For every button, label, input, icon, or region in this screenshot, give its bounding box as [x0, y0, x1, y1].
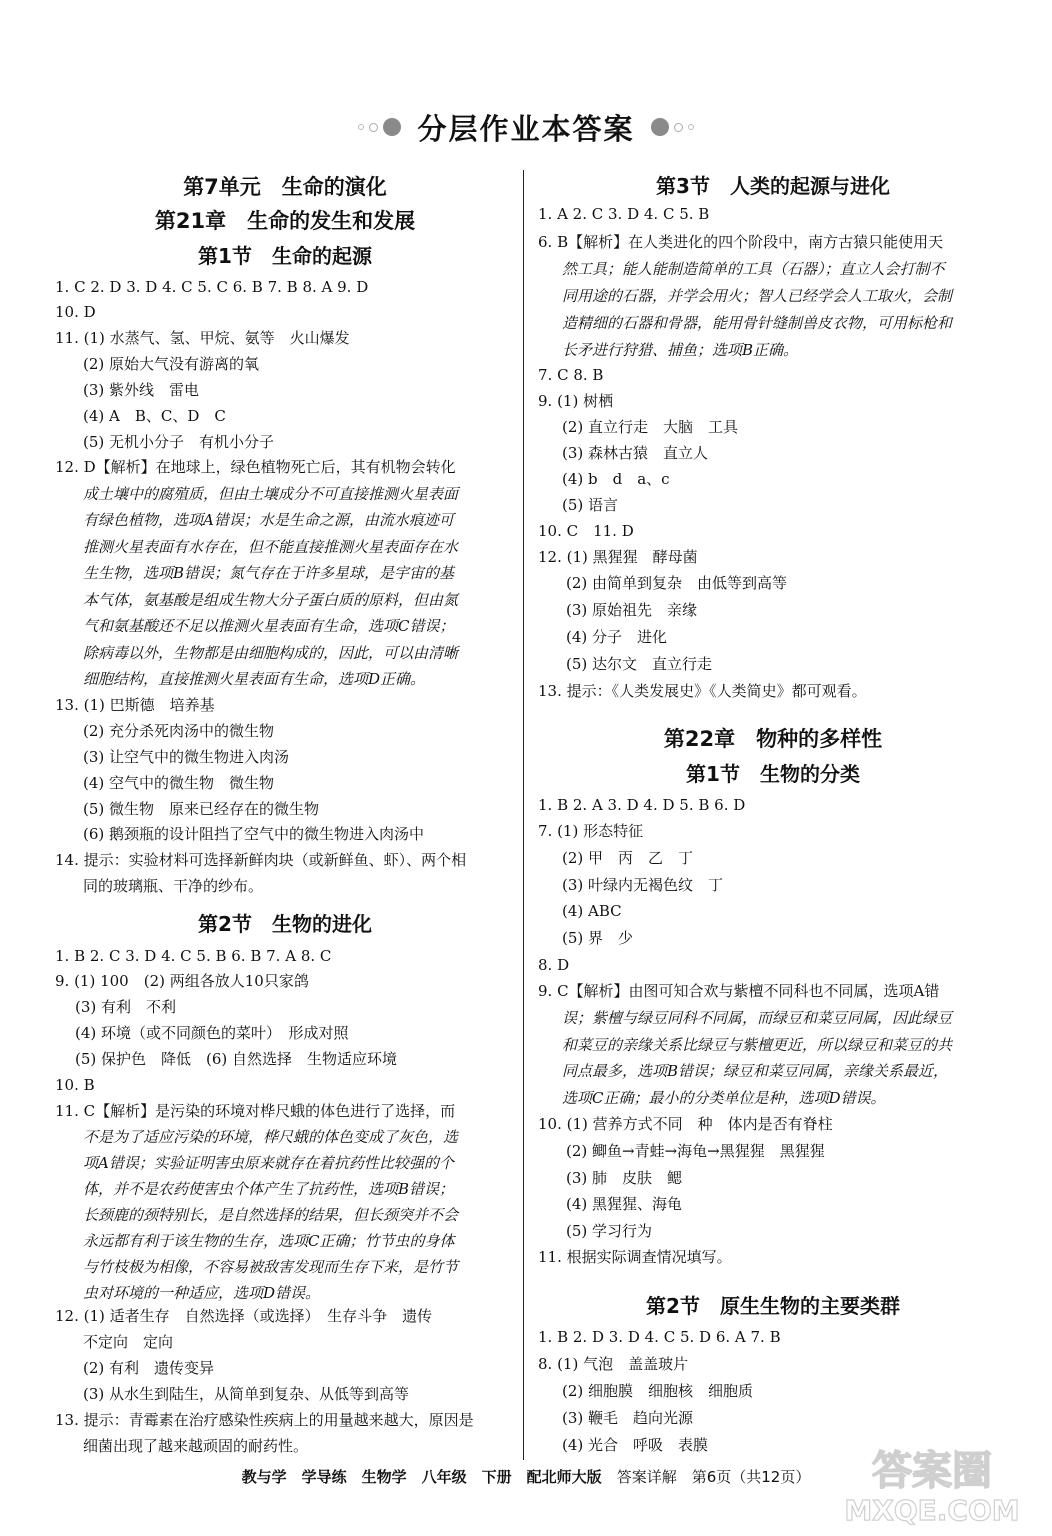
section-heading: 第21章 生命的发生和发展 [154, 209, 416, 233]
answer-line: 1. B 2. D 3. D 4. C 5. D 6. A 7. B [538, 1328, 781, 1346]
answer-line: (6) 鹅颈瓶的设计阻挡了空气中的微生物进入肉汤中 [83, 825, 425, 843]
answer-line: 不定向 定向 [83, 1333, 174, 1351]
answer-line: 长颈鹿的颈特别长，是自然选择的结果，但长颈突并不会 [83, 1206, 459, 1224]
answer-line: (2) 原始大气没有游离的氧 [83, 355, 260, 373]
section-heading: 第2节 生物的进化 [198, 912, 372, 936]
answer-line: 9. C【解析】由图可知合欢与紫檀不同科也不同属，选项A错 [538, 982, 940, 1000]
watermark-logo [832, 1440, 1032, 1528]
page-title [0, 104, 1052, 150]
column-divider [523, 170, 524, 1460]
answer-line: 13. 提示：《人类发展史》《人类简史》都可观看。 [538, 682, 867, 700]
answer-line: (4) ABC [562, 902, 622, 920]
answer-line: 11. C【解析】是污染的环境对桦尺蛾的体色进行了选择，而 [55, 1102, 456, 1120]
section-heading: 第2节 原生生物的主要类群 [646, 1294, 900, 1318]
answer-line: 10. (1) 营养方式不同 种 体内是否有脊柱 [538, 1115, 833, 1133]
answer-line: 9. (1) 100 (2) 两组各放人10只家鸽 [55, 972, 309, 990]
answer-line: 同点最多，选项B错误；绿豆和菜豆同属，亲缘关系最近， [562, 1062, 949, 1080]
section-heading: 第7单元 生命的演化 [183, 175, 387, 199]
answer-line: (3) 森林古猿 直立人 [562, 444, 709, 462]
answer-line: 项A错误；实验证明害虫原来就存在着抗药性比较强的个 [83, 1154, 454, 1172]
footer-page-info: 答案详解 第6页（共12页） [601, 1468, 811, 1486]
answer-line: (2) 有利 遗传变异 [83, 1359, 215, 1377]
answer-line: 成土壤中的腐殖质，但由土壤成分不可直接推测火星表面 [83, 485, 459, 503]
answer-line: 11. 根据实际调查情况填写。 [538, 1248, 732, 1266]
answer-line: (4) 空气中的微生物 微生物 [83, 774, 275, 792]
svg-text:答案圈: 答案圈 [872, 1448, 992, 1494]
answer-line: 6. B【解析】在人类进化的四个阶段中，南方古猿只能使用天 [538, 233, 944, 251]
answer-line: 生生物，选项B错误；氮气存在于许多星球，是宇宙的基 [83, 564, 455, 582]
answer-line: (5) 界 少 [562, 929, 634, 947]
answer-line: (3) 肺 皮肤 鳃 [566, 1169, 683, 1187]
title-decoration-left [358, 118, 401, 136]
answer-line: (2) 鲫鱼→青蛙→海龟→黑猩猩 黑猩猩 [566, 1142, 825, 1160]
answer-line: (3) 紫外线 雷电 [83, 381, 200, 399]
answer-line: (2) 细胞膜 细胞核 细胞质 [562, 1382, 754, 1400]
answer-line: (5) 保护色 降低 (6) 自然选择 生物适应环境 [75, 1050, 398, 1068]
section-heading: 第3节 人类的起源与进化 [656, 174, 890, 198]
answer-line: (3) 叶绿内无褐色纹 丁 [562, 876, 724, 894]
answer-line: (4) 环境（或不同颜色的菜叶） 形成对照 [75, 1024, 349, 1042]
answer-line: 虫对环境的一种适应，选项D错误。 [83, 1284, 321, 1302]
answer-line: 12. D【解析】在地球上，绿色植物死亡后，其有机物会转化 [55, 458, 456, 476]
section-heading: 第1节 生命的起源 [198, 244, 372, 268]
svg-text:MXQE.COM: MXQE.COM [844, 1494, 1020, 1527]
answer-line: 13. 提示：青霉素在治疗感染性疾病上的用量越来越大，原因是 [55, 1411, 474, 1429]
answer-line: 造精细的石器和骨器，能用骨针缝制兽皮衣物，可用标枪和 [562, 314, 953, 332]
answer-line: 误；紫檀与绿豆同科不同属，而绿豆和菜豆同属，因此绿豆 [562, 1009, 953, 1027]
answer-line: (5) 微生物 原来已经存在的微生物 [83, 800, 320, 818]
answer-line: 本气体，氨基酸是组成生物大分子蛋白质的原料，但由氮 [83, 591, 459, 609]
answer-line: 1. A 2. C 3. D 4. C 5. B [538, 205, 710, 223]
answer-line: 永远都有利于该生物的生存，选项C正确；竹节虫的身体 [83, 1232, 455, 1250]
title-decoration-right [651, 118, 694, 136]
section-heading: 第22章 物种的多样性 [663, 727, 883, 751]
answer-line: 8. D [538, 956, 570, 974]
section-heading: 第1节 生物的分类 [686, 762, 860, 786]
answer-line: (3) 从水生到陆生，从简单到复杂、从低等到高等 [83, 1385, 410, 1403]
answer-line: (4) b d a、c [562, 470, 670, 488]
answer-line: 细菌出现了越来越顽固的耐药性。 [83, 1437, 309, 1455]
answer-line: 同的玻璃瓶、干净的纱布。 [83, 877, 264, 895]
answer-line: 14. 提示：实验材料可选择新鲜肉块（或新鲜鱼、虾）、两个相 [55, 851, 467, 869]
answer-line: 11. (1) 水蒸气、氢、甲烷、氨等 火山爆发 [55, 329, 350, 347]
answer-line: 10. D [55, 303, 96, 321]
answer-line: 然工具；能人能制造简单的工具（石器）；直立人会打制不 [562, 260, 945, 278]
answer-line: 8. (1) 气泡 盖盖玻片 [538, 1355, 689, 1373]
answer-line: 体，并不是农药使害虫个体产生了抗药性，选项B错误； [83, 1180, 455, 1198]
answer-line: (4) A B、C、D C [83, 407, 226, 425]
answer-line: 与竹枝极为相像，不容易被敌害发现而生存下来，是竹节 [83, 1258, 459, 1276]
answer-line: (3) 鞭毛 趋向光源 [562, 1409, 694, 1427]
answer-line: 细胞结构，直接推测火星表面有生命，选项D正确。 [83, 670, 426, 688]
answer-line: 1. B 2. A 3. D 4. D 5. B 6. D [538, 796, 746, 814]
answer-line: 1. C 2. D 3. D 4. C 5. C 6. B 7. B 8. A 9. D [55, 278, 369, 296]
answer-line: (2) 直立行走 大脑 工具 [562, 418, 739, 436]
answer-line: (4) 分子 进化 [566, 628, 668, 646]
answer-line: 推测火星表面有水存在，但不能直接推测火星表面存在水 [83, 538, 459, 556]
answer-line: (5) 达尔文 直立行走 [566, 655, 713, 673]
answer-line: 除病毒以外，生物都是由细胞构成的，因此，可以由清晰 [83, 644, 459, 662]
footer-book-title: 教与学 学导练 生物学 八年级 下册 配北师大版 [241, 1468, 602, 1486]
answer-line: 长矛进行狩猎、捕鱼；选项B正确。 [562, 341, 799, 359]
answer-line: 1. B 2. C 3. D 4. C 5. B 6. B 7. A 8. C [55, 947, 332, 965]
answer-line: 有绿色植物，选项A错误；水是生命之源，由流水痕迹可 [83, 511, 454, 529]
answer-line: (4) 光合 呼吸 表膜 [562, 1436, 709, 1454]
answer-line: (3) 让空气中的微生物进入肉汤 [83, 748, 290, 766]
answer-line: (3) 原始祖先 亲缘 [566, 601, 698, 619]
answer-line: (5) 语言 [562, 496, 619, 514]
answer-line: 同用途的石器，并学会用火；智人已经学会人工取火，会制 [562, 287, 953, 305]
answer-line: 12. (1) 适者生存 自然选择（或选择） 生存斗争 遗传 [55, 1307, 433, 1325]
answer-line: (2) 充分杀死肉汤中的微生物 [83, 722, 275, 740]
answer-line: (2) 由简单到复杂 由低等到高等 [566, 574, 788, 592]
answer-line: 10. C 11. D [538, 522, 634, 540]
answer-line: (5) 无机小分子 有机小分子 [83, 433, 275, 451]
answer-line: 选项C正确；最小的分类单位是种，选项D错误。 [562, 1089, 886, 1107]
answer-line: 7. (1) 形态特征 [538, 822, 644, 840]
answer-line: 不是为了适应污染的环境，桦尺蛾的体色变成了灰色，选 [83, 1128, 459, 1146]
page-title-text: 分层作业本答案 [417, 111, 635, 146]
answer-line: 9. (1) 树栖 [538, 392, 614, 410]
answer-line: 7. C 8. B [538, 366, 604, 384]
answer-line: 12. (1) 黑猩猩 酵母菌 [538, 548, 698, 566]
answer-line: 和菜豆的亲缘关系比绿豆与紫檀更近，所以绿豆和菜豆的共 [562, 1036, 953, 1054]
answer-line: 13. (1) 巴斯德 培养基 [55, 696, 215, 714]
answer-line: (2) 甲 丙 乙 丁 [562, 849, 694, 867]
answer-line: 气和氨基酸还不足以推测火星表面有生命，选项C错误； [83, 617, 455, 635]
answer-line: (4) 黑猩猩、海龟 [566, 1195, 683, 1213]
answer-line: 10. B [55, 1076, 95, 1094]
answer-line: (5) 学习行为 [566, 1222, 653, 1240]
answer-line: (3) 有利 不利 [75, 998, 177, 1016]
